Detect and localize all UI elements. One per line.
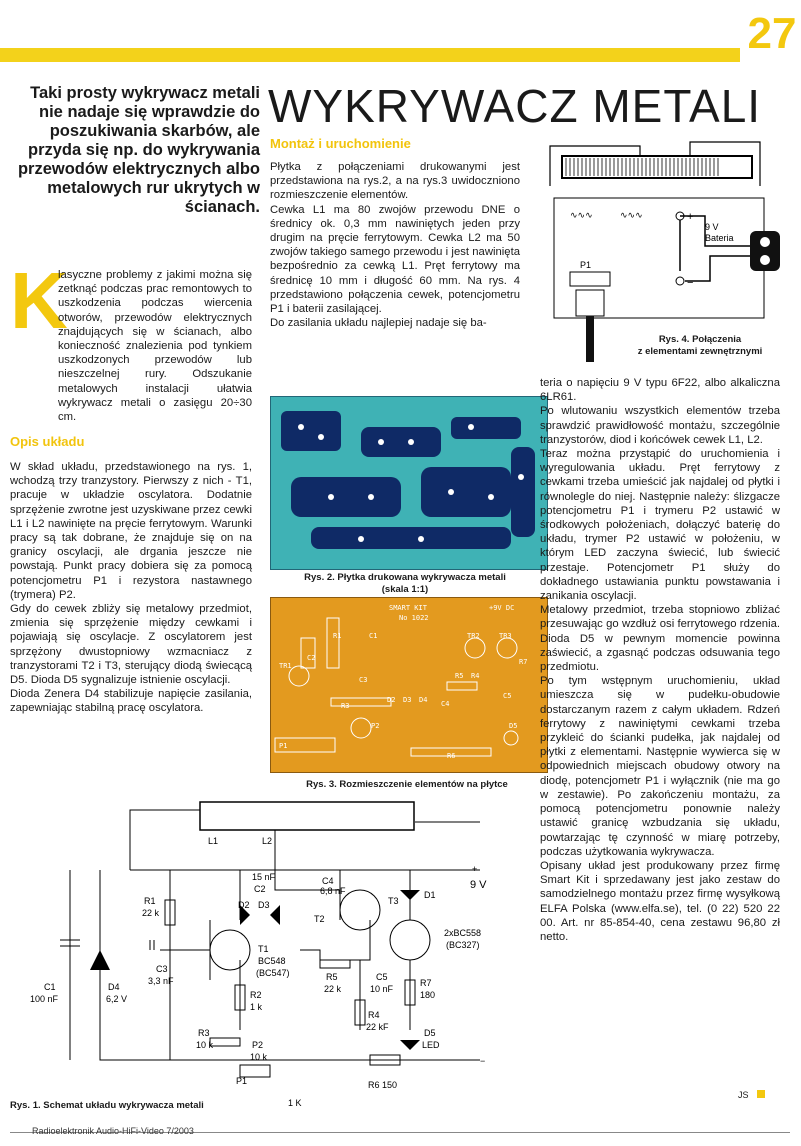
header-bar [0, 48, 740, 62]
schematic-label: R6 150 [368, 1080, 398, 1090]
column-2-body [270, 160, 520, 330]
schematic-label: 180 [420, 990, 436, 1000]
schematic-label: R2 [250, 990, 262, 1000]
pcb-text: No 1022 [399, 614, 429, 622]
end-mark-icon [757, 1090, 765, 1098]
schematic-label: 10 k [196, 1040, 214, 1050]
schematic-label: R3 [198, 1028, 210, 1038]
battery-voltage: 9 V [705, 222, 719, 232]
figure-1-schematic [10, 800, 530, 1110]
figure-4-caption [620, 334, 780, 358]
schematic-label: D5 [424, 1028, 436, 1038]
intro-paragraph: lasyczne problemy z jakimi można się zetknąć podczas prac remontowych to uszkodzenia podczas wiercenia otworów, przewodów elektrycznych znajdujących się w ścianach, albo konieczność znalezienia pod tynkiem uszkodzonych przewodów lub nieszczelnej rury. Odszukanie metalowych instalacji ułatwia wykrywacz metali o zasięgu 20÷30 cm. [58, 269, 252, 424]
pcb-text: R5 [455, 672, 464, 680]
paragraph: Metalowy przedmiot, trzeba stopniowo zbliżać przesuwając go wzdłuż osi ferrytowego rdzenia. Dioda D5 w pewnym momencie powinna zaświecić, a zgasnąć podczas odsuwania tego przedmiotu. [540, 604, 780, 674]
footer-text: Radioelektronik Audio-HiFi-Video 7/2003 [32, 1126, 194, 1136]
coil-l1-sym: ∿∿∿ [570, 211, 593, 221]
pcb-text: P2 [371, 722, 380, 730]
article-title: WYKRYWACZ METALI [268, 80, 762, 132]
figure-2-caption [285, 572, 525, 596]
intro-text-first [58, 268, 252, 424]
schematic-label: 6,8 nF [320, 886, 346, 896]
schematic-label: 9 V [470, 879, 487, 891]
pcb-text: TR3 [499, 632, 512, 640]
pcb-text: C4 [441, 700, 450, 708]
pcb-text: R1 [333, 632, 342, 640]
schematic-label: 100 nF [30, 994, 59, 1004]
paragraph: Do zasilania układu najlepiej nadaje się ba- [270, 317, 487, 330]
pcb-text: R6 [447, 752, 456, 760]
paragraph: Gdy do cewek zbliży się metalowy przedmiot, zmienia się sprzężenie między cewkami i pojawiają się oscylacje. Z oscylatorem jest sprzężony dwustopniowy wzmacniacz z tranzystorami T2 i T3, sterujący diodą świecącą D5. Dioda D5 sygnalizuje istnienie oscylacji. [10, 603, 252, 687]
schematic-label: 1 k [250, 1002, 263, 1012]
schematic-label: C4 [322, 876, 334, 886]
ferrite-rod [562, 156, 752, 178]
paragraph: Płytka z połączeniami drukowanymi jest przedstawiona na rys.2, a na rys.3 uwidoczniono rozmieszczenie elementów. [270, 161, 520, 202]
pcb-text: SMART KIT [389, 604, 427, 612]
pcb-text: +9V DC [489, 604, 515, 612]
schematic-label: − [480, 1056, 486, 1066]
figure-3-component-layout [270, 597, 548, 773]
caption-line: (skala 1:1) [381, 584, 429, 595]
schematic-label: BC548 [258, 956, 286, 966]
potentiometer-p1 [570, 272, 610, 286]
pot-label: P1 [580, 260, 592, 270]
section-heading-opis: Opis układu [10, 434, 85, 449]
pcb-text: P1 [279, 742, 288, 750]
caption-line: Rys. 4. Połączenia [658, 334, 742, 345]
schematic-label: (BC327) [446, 940, 480, 950]
paragraph: Opisany układ jest produkowany przez firmę Smart Kit i sprzedawany jest jako zestaw do samodzielnego montażu przez firmę wysyłkową ELFA Polska (www.elfa.se), tel. (0 22) 520 22 00. Art. nr 85-854-40, cena zestawu 96,80 zł netto. [540, 859, 780, 943]
pcb-text: C1 [369, 632, 378, 640]
terminal-plus: + [687, 211, 694, 223]
schematic-label: 1 K [288, 1098, 302, 1108]
schematic-label: (BC547) [256, 968, 290, 978]
pcb-text: TR1 [279, 662, 292, 670]
pcb-text: C2 [307, 654, 316, 662]
caption-line: z elementami zewnętrznymi [637, 346, 763, 357]
figure-4-diagram [540, 136, 790, 366]
schematic-label: D3 [258, 900, 270, 910]
pcb-text: TR2 [467, 632, 480, 640]
schematic-label: 10 nF [370, 984, 394, 994]
drop-cap: K [10, 256, 68, 345]
schematic-label: 15 nF [252, 872, 276, 882]
schematic-label: R5 [326, 972, 338, 982]
schematic-label: P1 [236, 1076, 248, 1086]
coil-l2-sym: ∿∿∿ [620, 211, 643, 221]
paragraph: Cewka L1 ma 80 zwojów przewodu DNE o średnicy ok. 0,3 mm nawiniętych jeden przy drugim na pręcie ferrytowym. Cewka L2 ma 50 zwojów takiego samego przewodu i jest nawinięta bezpośrednio za cewką L1. Pręt ferrytowy ma średnicę 10 mm i długość 60 mm. Na rys. 4 przedstawiono połączenia cewek, potencjometru P1 i baterii zasilającej. [270, 203, 520, 316]
schematic-label: C3 [156, 964, 168, 974]
signature-text: JS [738, 1090, 749, 1100]
schematic-label: 6,2 V [106, 994, 128, 1004]
author-signature [738, 1090, 765, 1100]
schematic-label: T3 [388, 896, 399, 906]
pcb-text: R3 [341, 702, 350, 710]
schematic-label: C5 [376, 972, 388, 982]
schematic-label: D1 [424, 890, 436, 900]
schematic-label: C2 [254, 884, 266, 894]
schematic-label: T2 [314, 914, 325, 924]
pcb-text: R7 [519, 658, 528, 666]
schematic-label: R4 [368, 1010, 380, 1020]
pcb-text: D3 [403, 696, 412, 704]
pcb-text: C3 [359, 676, 368, 684]
battery-label: Bateria [705, 233, 734, 243]
pcb-text: D4 [419, 696, 428, 704]
column-3-body [540, 376, 780, 944]
page-number: 27 [747, 9, 797, 58]
schematic-label: 22 k [324, 984, 342, 994]
schematic-label: R7 [420, 978, 432, 988]
pcb-text: C5 [503, 692, 512, 700]
schematic-label: 10 k [250, 1052, 268, 1062]
schematic-label: C1 [44, 982, 56, 992]
pcb-text: R4 [471, 672, 480, 680]
pcb-text: D5 [509, 722, 518, 730]
schematic-label: 2xBC558 [444, 928, 482, 938]
schematic-label: R1 [144, 896, 156, 906]
schematic-label: P2 [252, 1040, 264, 1050]
schematic-label: 22 kF [366, 1022, 389, 1032]
schematic-label: D4 [108, 982, 120, 992]
schematic-label: 22 k [142, 908, 160, 918]
paragraph: Dioda Zenera D4 stabilizuje napięcie zasilania, zapewniając stabilną pracę oscylatora. [10, 688, 252, 715]
figure-3-caption: Rys. 3. Rozmieszczenie elementów na płytce [306, 779, 508, 790]
schematic-label: LED [422, 1040, 440, 1050]
schematic-label: T1 [258, 944, 269, 954]
schematic-label: + [472, 864, 478, 874]
schematic-label: 3,3 nF [148, 976, 174, 986]
column-1-body [10, 460, 252, 716]
figure-2-pcb [270, 396, 548, 570]
pcb-text: D2 [387, 696, 396, 704]
paragraph: teria o napięciu 9 V typu 6F22, albo alkaliczna 6LR61. [540, 377, 780, 404]
caption-line: Rys. 2. Płytka drukowana wykrywacza metali [304, 572, 506, 583]
schematic-label: L1 [208, 836, 219, 846]
lead-text: Taki prosty wykrywacz metali nie nadaje się wprawdzie do poszukiwania skarbów, ale przyda się np. do wykrywania przewodów elektrycznych albo metalowych rur ukrytych w ścianach. [17, 84, 260, 216]
paragraph: W skład układu, przedstawionego na rys. 1, wchodzą trzy tranzystory. Pierwszy z nich - T1, pracuje w układzie oscylatora. Dodatnie sprzężenie zwrotne jest uzyskiwane przez cewki L1 i L2 nawinięte na pręcie ferrytowym. Warunki pracy są tak dobrane, że znajduje się on na granicy oscylacji, ale drgania jeszcze nie powstają. Punkt pracy dobiera się za pomocą potencjometru P1 i rezystora nastawnego (trymera) P2. [10, 461, 252, 601]
paragraph: Po tym wstępnym uruchomieniu, układ umieszcza się w pudełku-obudowie dostarczanym razem z całym układem. Rdzeń ferrytowy z nawiniętymi cewkami trzeba przykleić do ścianki pudełka, jak najdalej od płytki z elementami. Następnie wywierca się w odpowiednich miejscach obudowy otwory na diodę, potencjometr P1 i wyłącznik (nie ma go w zestawie). Po zakończeniu montażu, za pomocą potencjometru ponownie należy ustawić granicę wzbudzania się układu, powtarzając tę czynność w miarę potrzeby, podczas użytkowania wykrywacza. [540, 675, 780, 858]
section-heading-montaz: Montaż i uruchomienie [270, 136, 411, 151]
terminal-minus: − [687, 277, 694, 289]
paragraph: Po wlutowaniu wszystkich elementów trzeba sprawdzić prawidłowość montażu, szczególnie tranzystorów, diod i końcówek cewek L1, L2. [540, 405, 780, 446]
figure-1-caption: Rys. 1. Schemat układu wykrywacza metali [10, 1100, 204, 1111]
paragraph: Teraz można przystąpić do uruchomienia i wyregulowania układu. Pręt ferrytowy z cewkami trzeba umieścić jak najdalej od płytki i równolegle do niej. Następnie należy: ślizgacze potencjometru P1 i trymeru P2 ustawić w środkowych położeniach, dołączyć baterię do układu, trymer P2 ustawić w położeniu, w którym LED zaczyna świecić, lub świecić przestaje. Potencjometr P1 służy do dokładnego ustawiania punktu powstawania i zanikania oscylacji. [540, 448, 780, 603]
schematic-label: L2 [262, 836, 273, 846]
schematic-label: D2 [238, 900, 250, 910]
